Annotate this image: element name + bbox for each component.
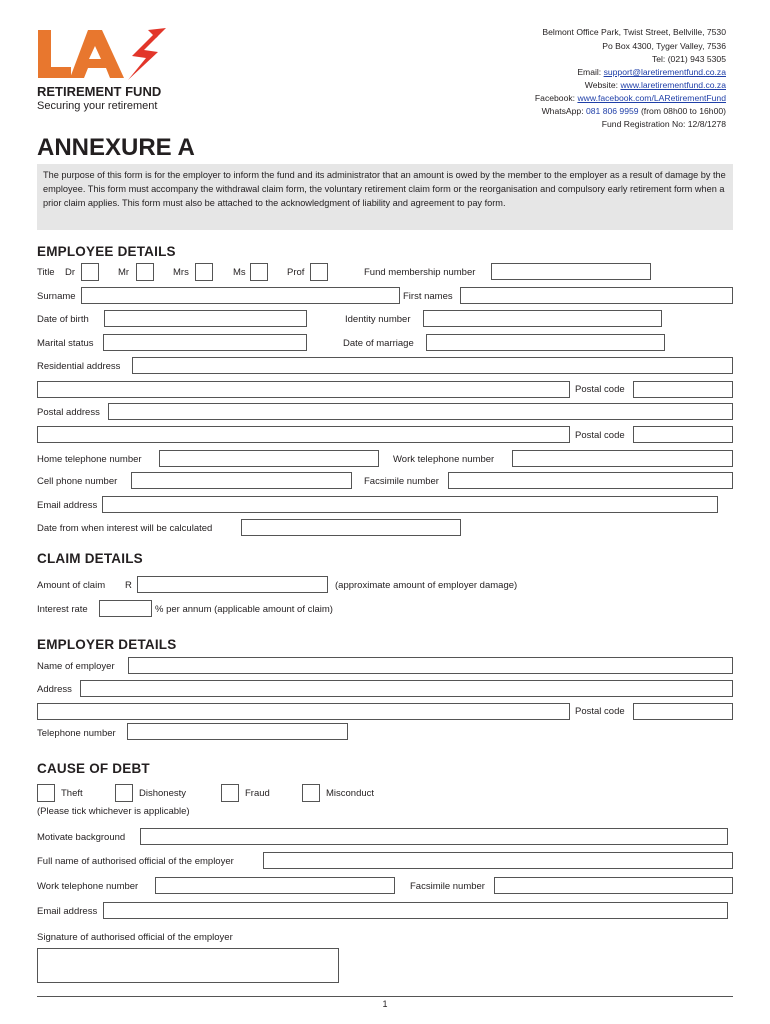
fraud-label: Fraud [245, 788, 270, 799]
misconduct-label: Misconduct [326, 788, 375, 799]
id-number-label: Identity number [345, 314, 411, 325]
residential-input-1[interactable] [132, 357, 733, 374]
la-logo-icon [36, 26, 176, 86]
title-mr-checkbox[interactable] [136, 263, 154, 281]
contact-registration: Fund Registration No: 12/8/1278 [601, 119, 726, 129]
work-tel-label: Work telephone number [393, 454, 495, 465]
purpose-text: The purpose of this form is for the employer to inform the fund and its administrator that an amount is owed by the member to the employer as a result of damage by the employee. This form must accompany the withdrawal claim form, the voluntary retirement claim form or the reorganisation and compulsory early retirement form when a prior claim applies. This form must also be attached to the acknowledgment of liability and agreement to pay form. [43, 170, 726, 208]
residential-postal-code-label: Postal code [575, 384, 625, 395]
official-work-tel-label: Work telephone number [37, 881, 139, 892]
purpose-box [37, 164, 733, 230]
dob-label: Date of birth [37, 314, 89, 325]
contact-email-link[interactable]: support@laretirementfund.co.za [603, 67, 726, 77]
cell-label: Cell phone number [37, 476, 118, 487]
page-title: ANNEXURE A [37, 134, 195, 161]
surname-input[interactable] [81, 287, 400, 304]
contact-facebook-row [535, 93, 726, 103]
marriage-date-label: Date of marriage [343, 338, 414, 349]
id-number-input[interactable] [423, 310, 662, 327]
contact-facebook-link[interactable]: www.facebook.com/LARetirementFund [577, 93, 726, 103]
contact-address: Belmont Office Park, Twist Street, Bellville, 7530 [542, 27, 726, 37]
email-label: Email address [37, 500, 98, 511]
amount-label: Amount of claim [37, 580, 106, 591]
brand-tagline: Securing your retirement [37, 100, 158, 112]
title-dr-checkbox[interactable] [81, 263, 99, 281]
contact-email-row [577, 67, 726, 77]
contact-email-label: Email: [577, 67, 604, 77]
title-mr-label: Mr [118, 267, 130, 278]
official-fax-input[interactable] [494, 877, 733, 894]
postal-address-label: Postal address [37, 407, 100, 418]
official-name-input[interactable] [263, 852, 733, 869]
per-annum-label: % per annum (applicable amount of claim) [155, 604, 333, 615]
logo [36, 26, 176, 86]
employer-telephone-input[interactable] [127, 723, 348, 740]
dob-input[interactable] [104, 310, 307, 327]
postal-address-input-2[interactable] [37, 426, 570, 443]
postal-code-input[interactable] [633, 426, 733, 443]
title-ms-checkbox[interactable] [250, 263, 268, 281]
title-label: Title [37, 267, 55, 278]
page-number: 1 [382, 999, 388, 1009]
employer-postal-code-input[interactable] [633, 703, 733, 720]
official-fax-label: Facsimile number [410, 881, 485, 892]
title-ms-label: Ms [233, 267, 246, 278]
title-prof-checkbox[interactable] [310, 263, 328, 281]
postal-code-label: Postal code [575, 430, 625, 441]
title-dr-label: Dr [65, 267, 76, 278]
fund-membership-label: Fund membership number [364, 267, 476, 278]
fax-input[interactable] [448, 472, 733, 489]
marital-label: Marital status [37, 338, 94, 349]
employer-postal-code-label: Postal code [575, 706, 625, 717]
official-email-label: Email address [37, 906, 98, 917]
contact-facebook-label: Facebook: [534, 93, 578, 103]
home-tel-label: Home telephone number [37, 454, 142, 465]
contact-website-row [585, 80, 726, 90]
employee-heading: EMPLOYEE DETAILS [37, 244, 176, 259]
fraud-checkbox[interactable] [221, 784, 239, 802]
contact-whatsapp-hours: (from 08h00 to 16h00) [638, 106, 726, 116]
employer-heading: EMPLOYER DETAILS [37, 637, 177, 652]
work-tel-input[interactable] [512, 450, 733, 467]
interest-rate-input[interactable] [99, 600, 152, 617]
employer-name-input[interactable] [128, 657, 733, 674]
official-email-input[interactable] [103, 902, 728, 919]
fund-membership-input[interactable] [491, 263, 651, 280]
interest-rate-label: Interest rate [37, 604, 88, 615]
residential-input-2[interactable] [37, 381, 570, 398]
contact-website-link[interactable]: www.laretirementfund.co.za [620, 80, 726, 90]
interest-date-label: Date from when interest will be calculated [37, 523, 213, 534]
theft-checkbox[interactable] [37, 784, 55, 802]
signature-box[interactable] [37, 948, 339, 983]
marriage-date-input[interactable] [426, 334, 665, 351]
email-input[interactable] [102, 496, 718, 513]
claim-heading: CLAIM DETAILS [37, 551, 143, 566]
contact-website-label: Website: [584, 80, 621, 90]
title-prof-label: Prof [287, 267, 305, 278]
postal-address-input-1[interactable] [108, 403, 733, 420]
footer-divider [37, 996, 733, 997]
amount-input[interactable] [137, 576, 328, 593]
official-name-label: Full name of authorised official of the employer [37, 856, 234, 867]
contact-whatsapp-number: 081 806 9959 [585, 106, 639, 116]
amount-note: (approximate amount of employer damage) [335, 580, 518, 591]
brand-name: RETIREMENT FUND [37, 84, 162, 99]
marital-input[interactable] [103, 334, 307, 351]
dishonesty-label: Dishonesty [139, 788, 186, 799]
residential-label: Residential address [37, 361, 121, 372]
misconduct-checkbox[interactable] [302, 784, 320, 802]
surname-label: Surname [37, 291, 76, 302]
residential-postal-code-input[interactable] [633, 381, 733, 398]
fax-label: Facsimile number [364, 476, 439, 487]
currency-label: R [125, 580, 132, 591]
contact-tel: Tel: (021) 943 5305 [651, 54, 726, 64]
cause-heading: CAUSE OF DEBT [37, 761, 150, 776]
title-mrs-label: Mrs [173, 267, 189, 278]
employer-address-input-2[interactable] [37, 703, 570, 720]
employer-telephone-label: Telephone number [37, 728, 116, 739]
contact-po-box: Po Box 4300, Tyger Valley, 7536 [602, 41, 726, 51]
employer-name-label: Name of employer [37, 661, 115, 672]
tick-note: (Please tick whichever is applicable) [37, 806, 190, 817]
motivate-label: Motivate background [37, 832, 126, 843]
official-work-tel-input[interactable] [155, 877, 395, 894]
dishonesty-checkbox[interactable] [115, 784, 133, 802]
first-names-label: First names [403, 291, 453, 302]
first-names-input[interactable] [460, 287, 733, 304]
home-tel-input[interactable] [159, 450, 379, 467]
contact-whatsapp-label: WhatsApp: [541, 106, 586, 116]
contact-whatsapp-row [542, 106, 726, 116]
employer-address-label: Address [37, 684, 72, 695]
interest-date-input[interactable] [241, 519, 461, 536]
theft-label: Theft [61, 788, 83, 799]
signature-label: Signature of authorised official of the employer [37, 932, 233, 943]
title-mrs-checkbox[interactable] [195, 263, 213, 281]
motivate-input[interactable] [140, 828, 728, 845]
employer-address-input-1[interactable] [80, 680, 733, 697]
cell-input[interactable] [131, 472, 352, 489]
